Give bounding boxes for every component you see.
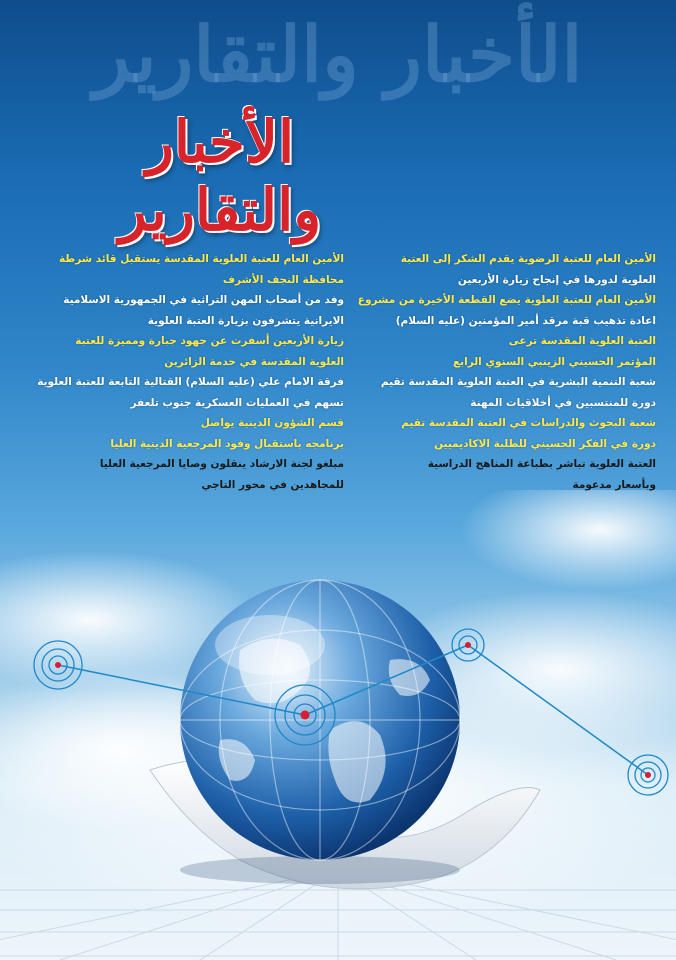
news-headline: الأمين العام للعتبة العلوية المقدسة يستقبل قائد شرطة bbox=[58, 253, 344, 265]
news-headline: الأمين العام للعتبة الرضوية يقدم الشكر إلى العتبة bbox=[400, 253, 656, 265]
news-headline: العتبة العلوية المقدسة ترعى bbox=[508, 335, 656, 347]
news-headline: زيارة الأربعين أسفرت عن جهود جبارة ومميزة للعتبة bbox=[75, 335, 344, 347]
news-headline: محافظة النجف الأشرف bbox=[222, 273, 344, 286]
news-headline: فرقة الامام علي (عليه السلام) القتالية التابعة للعتبة العلوية bbox=[37, 376, 344, 388]
news-headline: المؤتمر الحسيني الزينبي السنوي الرابع bbox=[452, 355, 656, 368]
news-headline: العلوية المقدسة في خدمة الزائرين bbox=[164, 355, 344, 368]
news-headline: وبأسعار مدعومة bbox=[572, 478, 656, 491]
page-title: الأخبار والتقارير bbox=[118, 108, 322, 244]
news-headline: شعبة التنمية البشرية في العتبة العلوية المقدسة تقيم bbox=[380, 376, 656, 388]
news-headline: اعادة تذهيب قبة مرقد أمير المؤمنين (عليه السلام) bbox=[395, 314, 656, 327]
news-headline: للمجاهدين في محور التاجي bbox=[201, 478, 344, 491]
news-column-right bbox=[346, 251, 656, 497]
news-headline: تسهم في العمليات العسكرية جنوب تلعفر bbox=[130, 396, 344, 409]
news-headline: العلوية لدورها في إنجاح زيارة الأربعين bbox=[457, 273, 656, 286]
news-headline: دورة في الفكر الحسيني للطلبة الاكاديميين bbox=[434, 437, 656, 450]
news-headline: وفد من أصحاب المهن التراثية في الجمهورية الاسلامية bbox=[63, 294, 344, 306]
news-headline: برنامجه باستقبال وفود المرجعية الدينية العليا bbox=[110, 437, 344, 450]
news-headline: مبلغو لجنة الارشاد ينقلون وصايا المرجعية العليا bbox=[99, 458, 344, 470]
news-headline: دورة للمنتسبين في أخلاقيات المهنة bbox=[470, 396, 656, 409]
news-headline: الايرانية يتشرفون بزيارة العتبة العلوية bbox=[147, 314, 344, 327]
news-headline: قسم الشؤون الدينية يواصل bbox=[200, 417, 344, 429]
news-headline: الأمين العام للعتبة العلوية يضع القطعة الأخيرة من مشروع bbox=[357, 294, 656, 306]
news-column-left bbox=[34, 251, 344, 497]
title-watermark: الأخبار والتقارير bbox=[93, 10, 583, 99]
news-headline: العتبة العلوية تباشر بطباعة المناهج الدراسية bbox=[427, 458, 656, 470]
globe-graphic bbox=[0, 560, 676, 960]
news-headline: شعبة البحوث والدراسات في العتبة المقدسة تقيم bbox=[401, 417, 656, 429]
